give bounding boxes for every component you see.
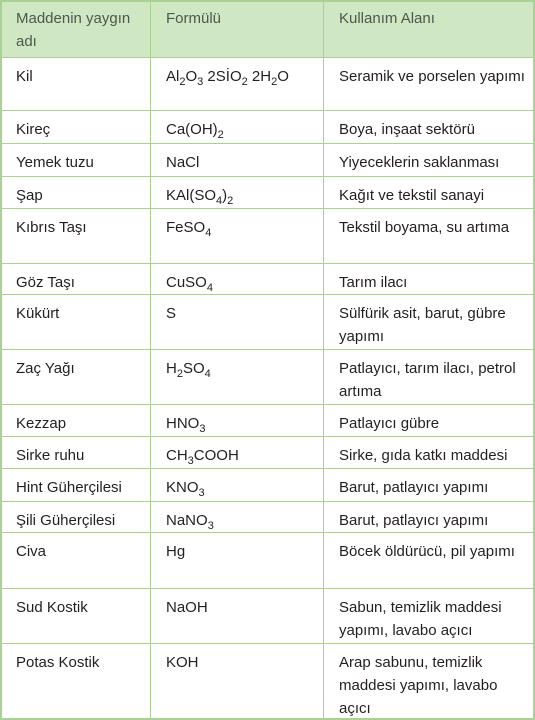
- common-name-cell: Hint Güherçilesi: [16, 479, 122, 496]
- common-name-cell: Kezzap: [16, 415, 67, 432]
- formula-subscript: 3: [199, 423, 206, 435]
- usage-cell: Seramik ve porselen yapımı: [339, 68, 525, 85]
- formula-subscript: 2: [217, 129, 224, 141]
- formula-subscript: 2: [241, 76, 248, 88]
- formula-cell: $Ca(OH)_2$: [166, 121, 224, 141]
- common-name-cell: Şap: [16, 187, 43, 204]
- formula-cell: Hg: [166, 543, 186, 560]
- common-name-cell: Kireç: [16, 121, 51, 138]
- usage-cell: Boya, inşaat sektörü: [339, 121, 475, 138]
- formula-cell: $CH_3COOH$: [166, 447, 239, 467]
- usage-cell: Böcek öldürücü, pil yapımı: [339, 543, 515, 560]
- formula-subscript: 3: [197, 76, 204, 88]
- formula-cell: KOH: [166, 654, 199, 671]
- usage-cell: Yiyeceklerin saklanması: [339, 154, 500, 171]
- common-name-cell: Yemek tuzu: [16, 154, 94, 171]
- usage-cell: Tarım ilacı: [339, 274, 408, 291]
- common-name-cell: Kıbrıs Taşı: [16, 219, 87, 236]
- common-name-cell: Civa: [16, 543, 47, 560]
- usage-cell: Patlayıcı gübre: [339, 415, 440, 432]
- formula-cell: S: [166, 305, 177, 322]
- formula-cell: NaOH: [166, 599, 208, 616]
- common-name-cell: Kil: [16, 68, 33, 85]
- common-name-cell: Kükürt: [16, 305, 60, 322]
- formula-subscript: 2: [271, 76, 278, 88]
- common-name-cell: Göz Taşı: [16, 274, 75, 291]
- usage-cell: Sülfürik asit, barut, gübre yapımı: [339, 305, 506, 345]
- header-formula: Formülü: [166, 10, 222, 27]
- usage-cell: Kağıt ve tekstil sanayi: [339, 187, 485, 204]
- formula-subscript: 3: [198, 487, 205, 499]
- formula-cell: $H_2SO_4$: [166, 360, 211, 380]
- common-name-cell: Zaç Yağı: [16, 360, 75, 377]
- formula-cell: CuSO$_4$: [166, 274, 213, 294]
- formula-cell: $KNO_3$: [166, 479, 205, 499]
- usage-cell: Barut, patlayıcı yapımı: [339, 479, 489, 496]
- formula-cell: $KAl(SO_4)_2$: [166, 187, 234, 207]
- formula-subscript: 4: [204, 368, 211, 380]
- common-name-cell: Sud Kostik: [16, 599, 88, 616]
- formula-subscript: 3: [207, 520, 214, 532]
- formula-cell: NaCl: [166, 154, 200, 171]
- usage-cell: Barut, patlayıcı yapımı: [339, 512, 489, 529]
- usage-cell: Sabun, temizlik maddesi yapımı, lavabo açıcı: [339, 599, 502, 639]
- usage-cell: Sirke, gıda katkı maddesi: [339, 447, 508, 464]
- usage-cell: Tekstil boyama, su artıma: [339, 219, 510, 236]
- common-name-cell: Potas Kostik: [16, 654, 100, 671]
- formula-cell: NaNO$_3$: [166, 512, 214, 532]
- formula-subscript: 2: [227, 195, 234, 207]
- formula-subscript: 4: [206, 282, 213, 294]
- header-common-name: Maddenin yaygın adı: [16, 10, 131, 50]
- usage-cell: Arap sabunu, temizlik maddesi yapımı, lavabo açıcı: [339, 654, 498, 717]
- usage-cell: Patlayıcı, tarım ilacı, petrol artıma: [339, 360, 516, 400]
- formula-cell: $HNO_3$: [166, 415, 206, 435]
- formula-subscript: 2: [176, 368, 183, 380]
- formula-cell: $Al_2O_3$ $2SİO_2$ $2H_2O$: [166, 68, 289, 88]
- formula-subscript: 2: [179, 76, 186, 88]
- formula-subscript: 4: [216, 195, 223, 207]
- formula-subscript: 3: [187, 455, 194, 467]
- common-name-cell: Sirke ruhu: [16, 447, 85, 464]
- formula-cell: FeSO$_4$: [166, 219, 212, 239]
- common-name-cell: Şili Güherçilesi: [16, 512, 116, 529]
- formula-subscript: 4: [205, 227, 212, 239]
- header-usage: Kullanım Alanı: [339, 10, 435, 27]
